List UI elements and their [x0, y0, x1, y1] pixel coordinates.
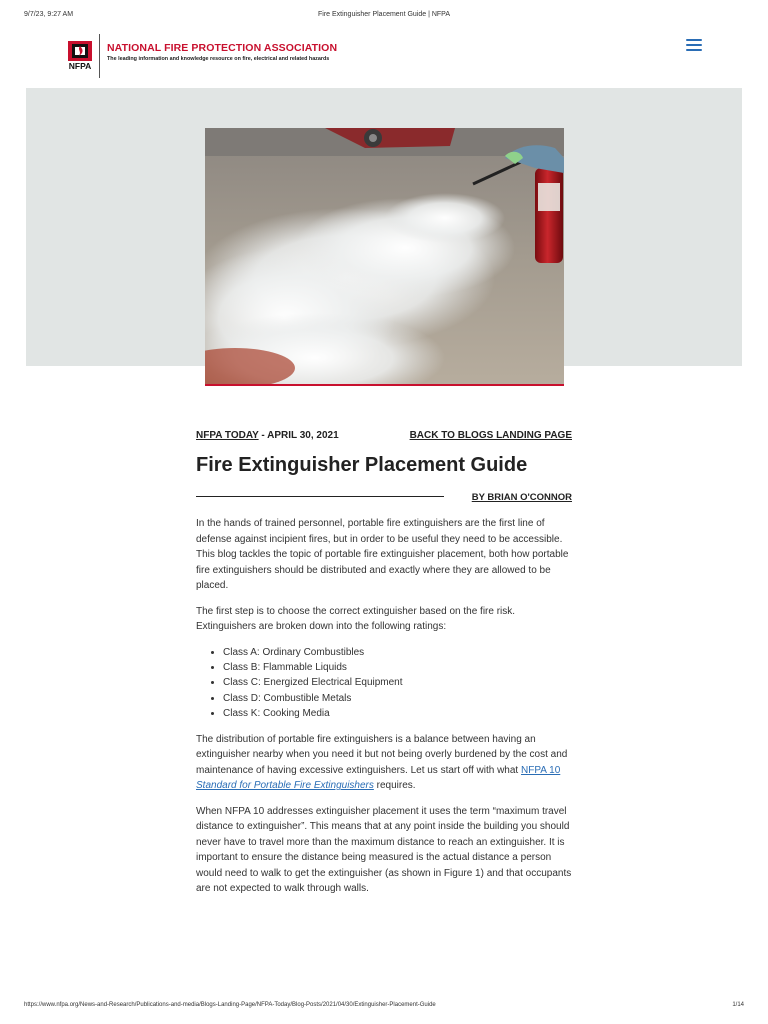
- org-tagline: The leading information and knowledge resource on fire, electrical and related hazards: [107, 56, 330, 62]
- logo-separator: [99, 34, 100, 78]
- ratings-list: [223, 645, 572, 722]
- nfpa-logo-wordmark: [64, 61, 96, 71]
- logo-text: NFPA: [68, 61, 92, 71]
- blog-name-link[interactable]: NFPA TODAY: [196, 430, 259, 441]
- article-date: - APRIL 30, 2021: [258, 430, 339, 441]
- paragraph-travel-distance: When NFPA 10 addresses extinguisher placement it uses the term “maximum travel distance to extinguisher”. This means that at any point inside the building you should never have to travel more than the maximum distance to reach an extinguisher. It is important to ensure the distance being measured is the actual distance a person would need to walk to get the extinguisher (as shown in Figure 1) and that occupants are not expected to walk through walls.: [196, 805, 572, 895]
- author-byline-link[interactable]: BY BRIAN O'CONNOR: [471, 492, 572, 503]
- print-url: https://www.nfpa.org/News-and-Research/Publications-and-media/Blogs-Landing-Page/NFPA-Today/Blog-Posts/2021/04/30/Extinguisher-Placement-Guide: [24, 1002, 436, 1008]
- print-page-number: 1/14: [732, 1002, 744, 1008]
- print-page-title: Fire Extinguisher Placement Guide | NFPA: [317, 11, 451, 18]
- paragraph-ratings-intro: The first step is to choose the correct extinguisher based on the fire risk. Extinguishers are broken down into the following ratings:: [196, 605, 516, 632]
- nfpa-10-title: Standard for Portable Fire Extinguishers: [196, 780, 374, 792]
- back-to-blogs-link[interactable]: BACK TO BLOGS LANDING PAGE: [409, 430, 572, 441]
- paragraph-distribution: [196, 732, 572, 794]
- print-datetime: 9/7/23, 9:27 AM: [24, 11, 74, 18]
- article-meta: [196, 430, 572, 442]
- org-name: NATIONAL FIRE PROTECTION ASSOCIATION: [107, 42, 338, 54]
- list-item: • Class A: Ordinary Combustibles: [223, 645, 572, 660]
- print-footer: [24, 1002, 744, 1012]
- list-item: • Class K: Cooking Media: [223, 706, 572, 721]
- list-item: • Class B: Flammable Liquids: [223, 660, 572, 675]
- hamburger-menu-icon[interactable]: [686, 39, 702, 53]
- paragraph-distribution-text: The distribution of portable fire extinguishers is a balance between having an extinguisher nearby when you need it but not being overly burdened by the cost and maintenance of having excessive extinguishers. Let us start off with what: [196, 733, 568, 776]
- print-header: [24, 11, 744, 21]
- list-item: • Class C: Energized Electrical Equipment: [223, 675, 572, 690]
- paragraph-intro: In the hands of trained personnel, portable fire extinguishers are the first line of defense against incipient fires, but in order to be useful they need to be accessible. This blog tackles the topic of portable fire extinguisher placement, both how portable fire extinguishers should be distributed and exactly where they are allowed to be placed.: [196, 518, 569, 591]
- article-blog-date: [196, 430, 339, 441]
- article-title: Fire Extinguisher Placement Guide: [196, 454, 528, 476]
- list-item: • Class D: Combustible Metals: [223, 691, 572, 706]
- hero-image: [205, 128, 564, 386]
- article-body: [196, 516, 572, 907]
- nfpa-10-code: NFPA 10: [521, 764, 561, 776]
- title-divider: [196, 496, 444, 497]
- paragraph-distribution-end: requires.: [373, 780, 416, 792]
